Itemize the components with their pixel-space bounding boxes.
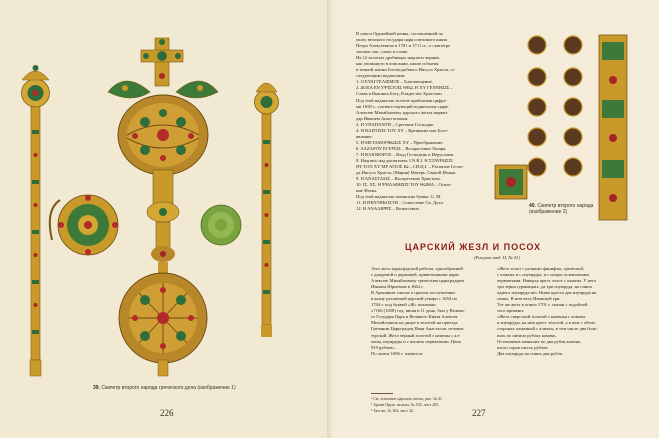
- text-line: 9. Η ΑΝΑΣΤΑΣΙΣ – Воскресение Христово.: [356, 176, 442, 182]
- text-line: Михайловича на дворе в золотой на приезде: [371, 320, 458, 326]
- text-line: в земной жизни Богоподобного Иисуса Христа, со: [356, 67, 455, 73]
- text-line: следующими надписями:: [356, 73, 406, 79]
- text-line: Гречанин Царьградец Иван Анастасов, человек: [371, 326, 464, 332]
- text-line: 1704 г. под буквой «Ж» показано:: [371, 302, 437, 308]
- text-line: 11. Η ΠΕΝΤΗΚΟΣΤΗ – Сошествие Св. Духа.: [356, 200, 444, 206]
- figure-39-title: Скипетр второго наряда греческого дела (изображение 1): [101, 385, 236, 391]
- text-line: Слава в Вышних Богу, Рождество Христово.: [356, 91, 443, 97]
- text-line: с диадемой и державой, привезенными царю: [371, 272, 459, 278]
- text-line: Под этой надписью золотое арабскими цифра-: [356, 97, 448, 103]
- footnote: ² Архив Оруж. палаты, № 150, лист 205.: [371, 402, 440, 407]
- text-line: 5. Η ΜΕΤΑΜΟΡΦΩΣΙΣ ΧΥ – Преображение.: [356, 139, 444, 145]
- figure-39-number: 39.: [93, 385, 100, 391]
- footnote: ¹ См. описание царского жезла, рис. № 41.: [371, 396, 443, 401]
- text-line: «7166 (1658) год, июня в 11 день, был у Велико-: [371, 308, 466, 314]
- text-line: Этот жезл царьградской работы, однообразной: [371, 266, 463, 271]
- bottom-globe: [119, 262, 207, 376]
- text-line: На 12 золотых дробницах надписи черные,: [356, 55, 441, 61]
- text-line: сказано так, слово в слово.: [356, 49, 409, 55]
- text-line: Два изумруда на синих два рубля.: [497, 350, 563, 356]
- left-scepter: [22, 65, 50, 376]
- text-line: да Иисуса Христа, (Мария) Матерь. Святой Иоанн.: [356, 170, 457, 176]
- figure-40-number: 40.: [529, 203, 536, 209]
- figure-39-caption: [93, 385, 333, 391]
- text-line: «Жезл сверстной золотой с каменья с алмазы: [497, 314, 586, 320]
- text-line: того времени:: [497, 308, 525, 314]
- right-scepter: [255, 83, 279, 337]
- text-line: ΘΥ ΤΟΝ ΧΥ ΜΡ ΑΓΙΟΣ ΙΩ – I.H.Ц.I. – Распятие Госпо-: [356, 164, 464, 170]
- text-line: Иваном Юрьевым в 1662 г.: [371, 284, 424, 290]
- text-line: 10. ΙΣ. ΧΣ. Η ΨΗΛΑΦΗΣΙΣ ΤΟΥ ΘΩΜΑ – Осяза-: [356, 182, 452, 188]
- text-line: дар Ивашем Анастасовым.: [356, 115, 409, 121]
- text-line: явление.: [356, 133, 373, 139]
- text-column-2-left: [371, 266, 493, 357]
- scepter-shaft: [147, 170, 179, 262]
- text-line: 6. ΛΑΖΑΡΟΥ ΕΓΕΡΣΙΣ – Воскресение Лазаря.: [356, 145, 447, 151]
- left-medallion: [50, 195, 118, 255]
- text-line: червчатыми. Наверху крест золот с алмазы. У него: [497, 278, 597, 284]
- scepter-illustration: [0, 0, 330, 400]
- text-line: «Жезл золот с рознами финифты, греческой,: [497, 266, 585, 271]
- text-line: и изумруды, на нем крест золотой, а в нем с обеих: [497, 320, 596, 326]
- text-line: указу великого государя царя и великого князя: [356, 37, 448, 43]
- left-page-number: 226: [160, 408, 174, 418]
- text-line: ние Фомы.: [356, 188, 378, 194]
- text-line: 7. Η ΒΑΙΟΦΟΡΟΣ – Вход Господень в Иерусалим.: [356, 151, 455, 157]
- text-line: мазы, изумруды и с яхонты червчатыми. Цена: [371, 338, 461, 344]
- text-line: 2. ΔΟΞΑ ΕΝ ΥΨΙΣΤΟΙΣ ΘΕΩ, Η ΧΥ ΓΕΝΝΗΣΙΣ –: [356, 85, 453, 91]
- book-gutter: [327, 0, 333, 438]
- text-line: сторонах алмазный с алмазы, в том числе два боль-: [497, 326, 598, 332]
- section-heading: ЦАРСКИЙ ЖЕЗЛ И ПОСОХ: [404, 242, 542, 252]
- footnote: ³ Там же, № 163, лист 32.: [371, 408, 414, 413]
- text-line: в казну различной царской утвари с 1654 по: [371, 296, 458, 302]
- text-line: 4. Η ΒΑΠΤΙΣΙΣ ΤΟΥ ΧΥ – Крещение или Бого-: [356, 127, 449, 133]
- text-line: с алмазы и с изумруды, и с искры зеленчатыми: [497, 272, 589, 278]
- text-column-2-right: [497, 266, 629, 357]
- figure-40-title: Скипетр второго наряда (изображение 2): [529, 203, 594, 215]
- footnote-rule: [371, 393, 393, 394]
- text-line: итого сорок шесть рублев.: [497, 344, 549, 350]
- text-column-1: [356, 31, 502, 212]
- text-line: ших по пятипо рублях камень.: [497, 332, 557, 338]
- text-line: В описи Оружейной казны, составленной по: [356, 31, 444, 36]
- figure-40-caption: [529, 203, 619, 215]
- text-line: турской. Жезл черный золотой с камены с ал-: [371, 332, 461, 338]
- staff-detail: [599, 35, 627, 220]
- text-line: го Государя Царя и Великого Князя Алексея: [371, 314, 458, 320]
- scepter-orb: [118, 95, 208, 175]
- text-line: Под этой надписью латинские буквы: G. M.: [356, 194, 442, 200]
- text-line: Алексею Михайловичу царского жезла маркиз: [356, 109, 448, 115]
- text-line: синях. В нем весу Ивавской грн.: [497, 296, 561, 302]
- text-line: 919 рублев».: [371, 344, 396, 350]
- text-line: Петра Алексеевича в 1701 и 1711 гг., о скипетре: [356, 43, 451, 49]
- section-subheading: (Рисунок отд. II, № 41): [474, 255, 520, 260]
- text-line: 12. Η ΑΝΑΛΗΨΙΣ – Вознесение.: [356, 206, 420, 212]
- right-page-number: 227: [472, 408, 486, 418]
- central-cross: [141, 38, 183, 86]
- text-line: как упомянуто в описании, какие события: [356, 61, 439, 67]
- text-line: три зерна гурмыцких, да три изумруда, на синих: [497, 284, 592, 290]
- text-line: По описи 1696 г. значится:: [371, 350, 424, 356]
- text-line: 1. О ЕΥΑΓΓΕΛΙΣΜΟΣ – Благовещение.: [356, 79, 433, 85]
- green-disc: [201, 205, 241, 245]
- text-line: Оставляешь меньших по два рубля камень,: [497, 338, 582, 344]
- text-line: ми 1658 г., соответствующий подвесному царю: [356, 103, 449, 109]
- text-line: 8. Надпись над распятием: I.N.R.I. Η ΣΤΑΥΡΩΣΙΣ: [356, 157, 453, 163]
- text-line: В Архивном списке о прочем поступлении: [371, 290, 455, 296]
- text-line: Алексею Михайловичу греческим царьградцем: [371, 278, 464, 284]
- text-line: Тот же жезл в описи 1701 г. сказан с подобной: [497, 302, 588, 308]
- text-line: одного изумруда нет. Ниже креста два изумруда на: [497, 290, 597, 296]
- text-line: 3. Η ΥΠΑΠΑΝΤΗ – Сретение Господне.: [356, 121, 435, 127]
- medallion-grid: [528, 36, 582, 176]
